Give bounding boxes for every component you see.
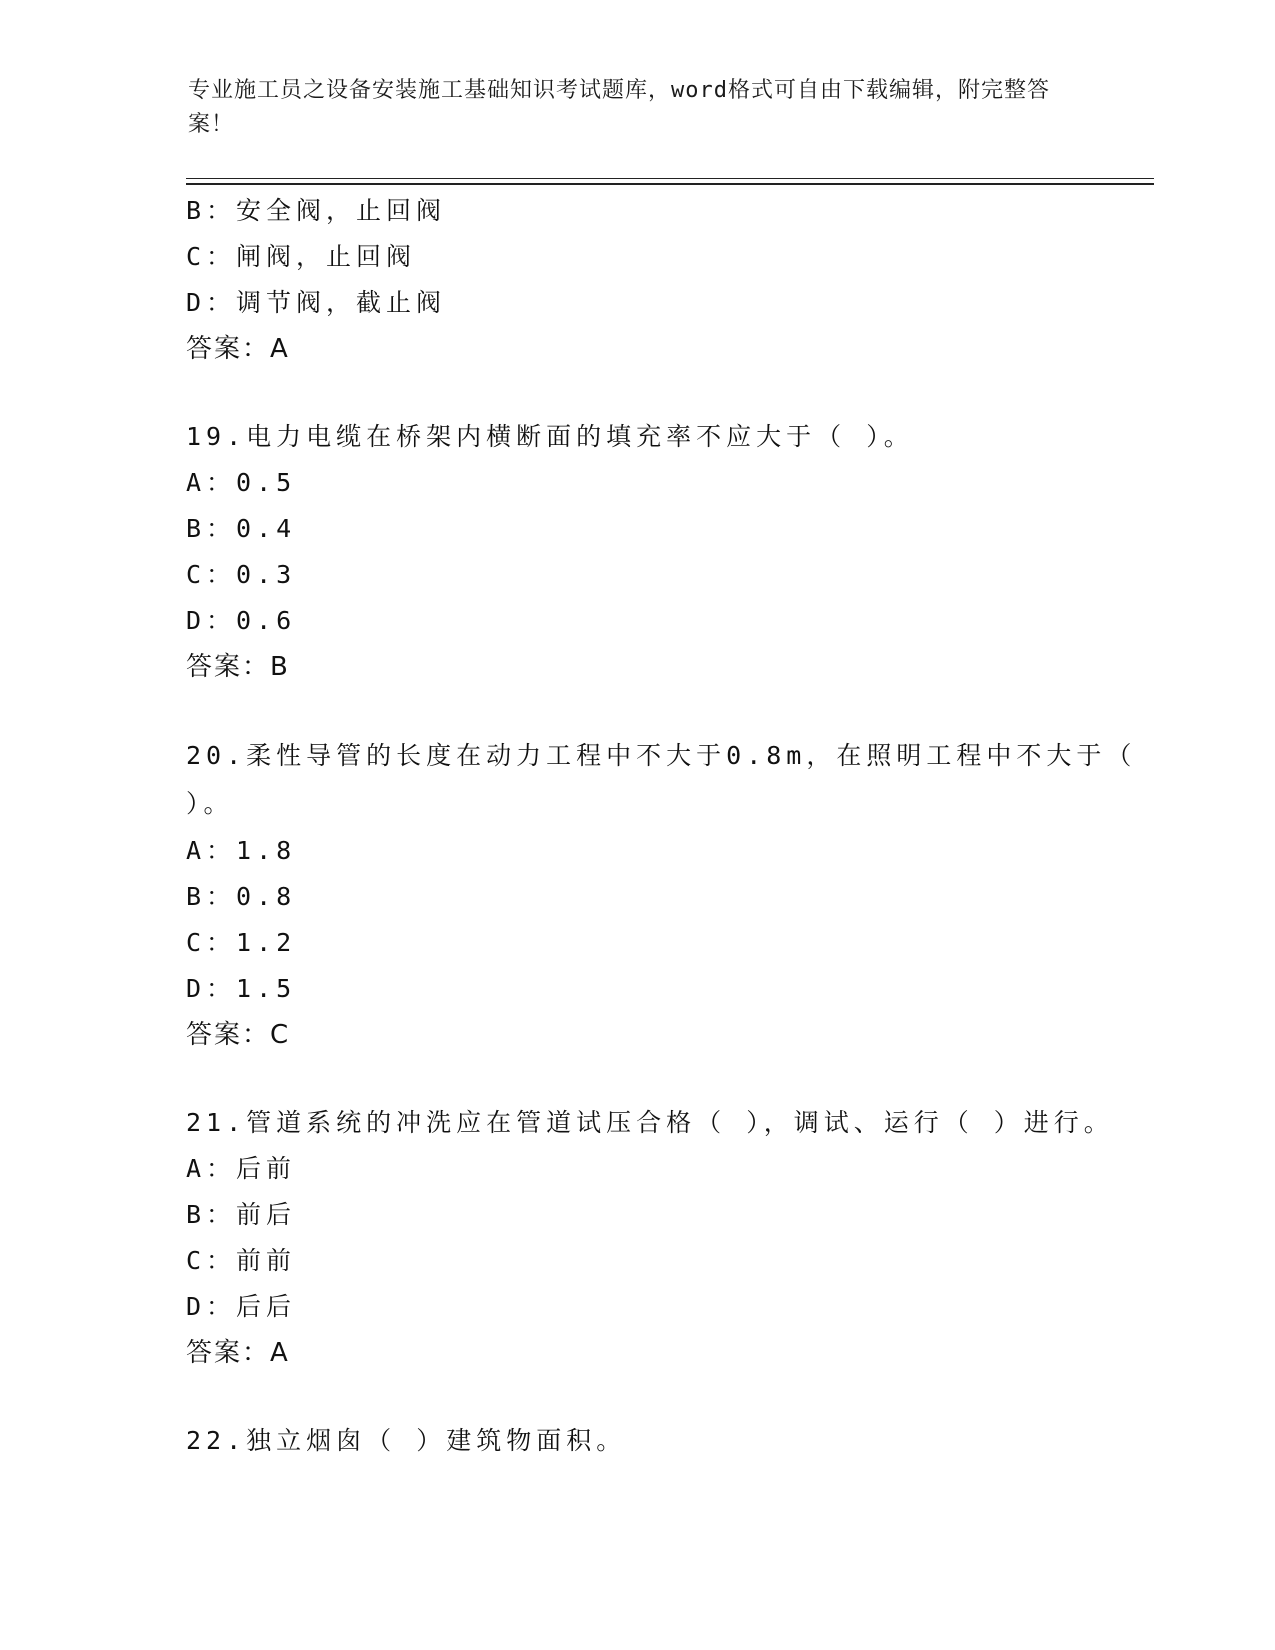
answer: 答案：A [186, 1338, 290, 1368]
option-b: B：0.8 [186, 882, 297, 911]
option-c: C：1.2 [186, 928, 297, 957]
option-a: A：0.5 [186, 468, 297, 497]
option-d: D：1.5 [186, 974, 297, 1003]
option-d: D：0.6 [186, 606, 297, 635]
question-19: 19.电力电缆在桥架内横断面的填充率不应大于（ ）。 [186, 422, 914, 451]
option-b: B：前后 [186, 1200, 297, 1229]
option-a: A：后前 [186, 1154, 297, 1183]
option-c: C：闸阀，止回阀 [186, 242, 417, 271]
question-22: 22.独立烟囱（ ）建筑物面积。 [186, 1426, 627, 1455]
option-d: D：调节阀，截止阀 [186, 288, 447, 317]
question-list [186, 188, 1146, 1464]
option-c: C：前前 [186, 1246, 297, 1275]
option-b: B：安全阀，止回阀 [186, 196, 447, 225]
option-c: C：0.3 [186, 560, 297, 589]
option-b: B：0.4 [186, 514, 297, 543]
option-d: D：后后 [186, 1292, 297, 1321]
header-rule-thin [186, 178, 1154, 179]
spacer [186, 690, 1146, 732]
spacer [186, 372, 1146, 414]
question-20: 20.柔性导管的长度在动力工程中不大于0.8m，在照明工程中不大于（ ）。 [186, 741, 1137, 818]
header-rule-thick [186, 183, 1154, 185]
answer: 答案：C [186, 1020, 291, 1050]
answer: 答案：B [186, 652, 290, 682]
spacer [186, 1376, 1146, 1418]
answer: 答案：A [186, 334, 290, 364]
question-21: 21.管道系统的冲洗应在管道试压合格（ ），调试、运行（ ）进行。 [186, 1108, 1114, 1137]
document-header: 专业施工员之设备安装施工基础知识考试题库，word格式可自由下载编辑，附完整答案！ [188, 78, 1050, 137]
spacer [186, 1058, 1146, 1100]
option-a: A：1.8 [186, 836, 297, 865]
